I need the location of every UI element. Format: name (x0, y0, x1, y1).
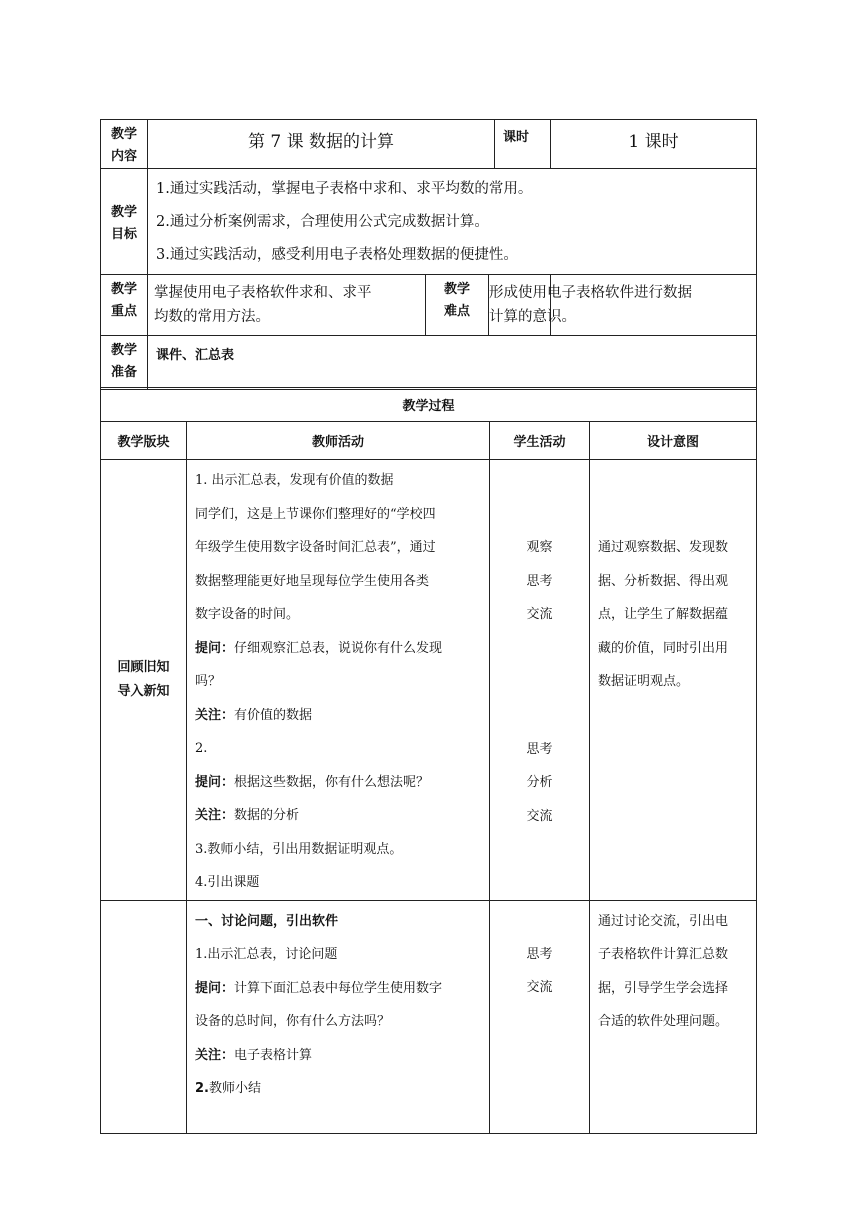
lesson-info-table (100, 119, 757, 390)
section1-label: 回顾旧知 导入新知 (101, 460, 187, 901)
hours-value: 1 课时 (551, 120, 757, 169)
goal-item: 1.通过实践活动，掌握电子表格中求和、求平均数的常用。 (156, 181, 533, 197)
prep-label: 教学 准备 (101, 336, 148, 390)
column-header: 教学版块 (101, 422, 187, 460)
section2-student: 思考 交流 (490, 900, 590, 1133)
lesson-title: 第 7 课 数据的计算 (148, 120, 495, 169)
content-label: 教学 内容 (101, 120, 148, 169)
column-header: 设计意图 (590, 422, 757, 460)
goal-item: 2.通过分析案例需求，合理使用公式完成数据计算。 (156, 214, 489, 230)
column-header: 教师活动 (187, 422, 490, 460)
difficulty-label: 教学 难点 (426, 275, 489, 335)
process-title: 教学过程 (101, 388, 757, 422)
key-points-label: 教学 重点 (101, 275, 148, 336)
section2-label (101, 900, 187, 1133)
key-points-text: 掌握使用电子表格软件求和、求平 均数的常用方法。 (148, 275, 426, 336)
section2-design: 通过讨论交流，引出电 子表格软件计算汇总数 据，引导学生学会选择 合适的软件处理问题。 (590, 900, 757, 1133)
difficulty-text: 形成使用电子表格软件进行数据 计算的意识。 (551, 275, 757, 336)
section1-design: 通过观察数据、发现数 据、分析数据、得出观 点，让学生了解数据蕴 藏的价值，同时引出用 数据证明观点。 (590, 460, 757, 901)
prep-text: 课件、汇总表 (148, 336, 757, 390)
section1-teacher: 1. 出示汇总表，发现有价值的数据 同学们，这是上节课你们整理好的“学校四 年级学生使用数字设备时间汇总表”，通过 数据整理能更好地呈现每位学生使用各类 数字设备的时间。 提问：仔细观察汇总表，说说你有什么发现 吗？ 关注：有价值的数据 2. 提问：根据这些数据，你有什么想法呢？ 关注：数据的分析 3.教师小结，引出用数据证明观点。 4.引出课题 (187, 460, 490, 901)
goals-label: 教学 目标 (101, 169, 148, 275)
process-table (100, 387, 757, 1134)
hours-label: 课时 (495, 120, 551, 169)
section1-student: 观察 思考 交流 思考 分析 交流 (490, 460, 590, 901)
column-header: 学生活动 (490, 422, 590, 460)
section2-teacher: 一、讨论问题，引出软件 1.出示汇总表，讨论问题 提问：计算下面汇总表中每位学生使用数字 设备的总时间，你有什么方法吗？ 关注：电子表格计算 2.教师小结 (187, 900, 490, 1133)
goals-list (148, 169, 757, 275)
goal-item: 3.通过实践活动，感受利用电子表格处理数据的便捷性。 (156, 247, 518, 263)
